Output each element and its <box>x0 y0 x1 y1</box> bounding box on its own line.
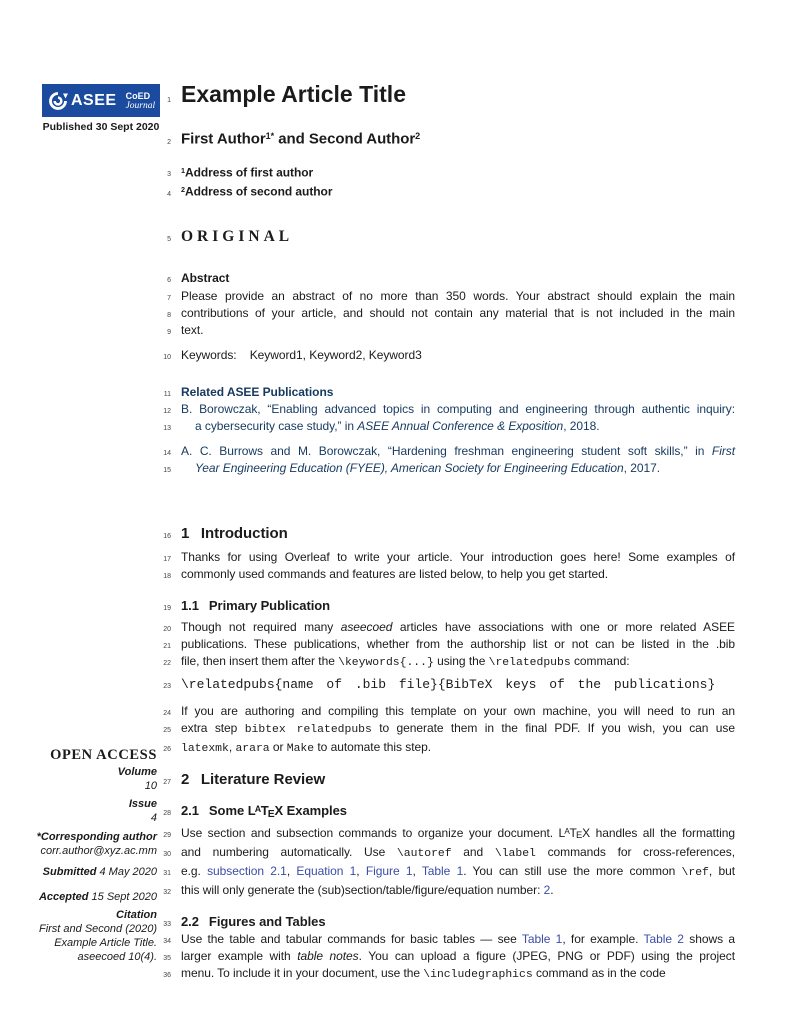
text-segment: 2 <box>181 185 185 195</box>
numbered-line <box>160 288 735 305</box>
text-segment: If you are authoring and compiling this template on your own machine, you will need to run an <box>181 703 735 718</box>
related-pub-citation <box>181 443 735 460</box>
body-text <box>181 931 735 948</box>
accepted-label: Accepted <box>38 891 89 903</box>
numbered-line <box>160 948 735 965</box>
line-number: 36 <box>163 972 171 980</box>
text-segment: 1 Introduction <box>181 524 288 542</box>
text-segment: Please provide an abstract of no more than 350 words. Your abstract should explain the main <box>181 288 735 303</box>
numbered-line <box>160 549 735 566</box>
text-segment: Address of first author <box>184 165 314 180</box>
numbered-line <box>160 270 735 287</box>
numbered-line <box>160 676 735 693</box>
text-segment: First <box>711 443 735 458</box>
text-segment: a cybersecurity case study,” in <box>195 418 358 433</box>
line-number: 1 <box>167 97 171 104</box>
body-text <box>181 549 735 566</box>
cross-reference-link[interactable]: subsection 2.1 <box>207 864 287 879</box>
text-segment: table notes <box>297 949 359 964</box>
text-segment: 2 <box>415 131 421 141</box>
cross-reference-link[interactable]: Equation 1 <box>296 864 357 879</box>
text-segment: menu. To include it in your document, use the <box>181 966 424 981</box>
line-number: 27 <box>163 778 171 786</box>
author-affiliation <box>181 162 735 182</box>
line-number: 29 <box>163 831 171 839</box>
text-segment: . You can still use the more common <box>463 864 682 879</box>
body-text <box>181 720 735 739</box>
body-text <box>181 566 735 583</box>
numbered-line <box>160 597 735 614</box>
numbered-line <box>160 126 735 150</box>
text-segment: , for example. <box>562 932 644 947</box>
section-heading <box>181 770 735 789</box>
citation-line: aseecoed 10(4). <box>77 951 157 963</box>
line-number: 22 <box>163 659 171 667</box>
text-segment: Abstract <box>181 270 230 285</box>
numbered-line <box>160 863 735 882</box>
cross-reference-link[interactable]: Table 2 <box>643 932 684 947</box>
published-date: Published 30 Sept 2020 <box>42 121 160 133</box>
numbered-line <box>160 720 735 739</box>
text-segment: Though not required many <box>181 619 341 634</box>
text-segment: articles have associations with one or more related ASEE <box>392 619 735 634</box>
cross-reference-link[interactable]: Table 1 <box>421 864 464 879</box>
text-segment: commonly used commands and features are listed below, to help you get started. <box>181 566 609 581</box>
numbered-line <box>160 739 735 758</box>
subsection-heading <box>181 913 735 930</box>
article-metadata-sidebar <box>30 746 157 964</box>
text-segment: \includegraphics <box>423 969 533 982</box>
authors-line <box>181 126 735 150</box>
volume-label: Volume <box>117 766 157 778</box>
line-number: 21 <box>163 642 171 650</box>
line-number: 17 <box>163 555 171 563</box>
text-segment: publications. These publications, whether from the authorship list or not can be listed in the .bib <box>181 636 735 651</box>
body-text <box>181 844 735 863</box>
body-text <box>181 636 735 653</box>
line-number: 7 <box>167 294 171 302</box>
related-pub-citation <box>181 418 735 435</box>
subsection-heading <box>181 801 735 823</box>
keywords-line <box>181 347 735 364</box>
numbered-line <box>160 181 735 201</box>
line-number: 28 <box>163 809 171 817</box>
line-number: 30 <box>163 851 171 859</box>
text-segment: aseecoed <box>340 619 393 634</box>
text-segment: to generate them in the final PDF. If you wish, you can use <box>371 720 735 735</box>
text-segment: arara <box>235 742 270 755</box>
related-pub-citation <box>181 460 735 477</box>
numbered-line <box>160 770 735 789</box>
code-line <box>181 676 735 693</box>
text-segment: , 2017. <box>623 460 660 475</box>
text-segment: 1* <box>265 131 275 141</box>
volume-value: 10 <box>144 780 157 792</box>
related-pub-citation <box>181 401 735 418</box>
text-segment: , but <box>708 864 735 879</box>
text-segment: bibtex relatedpubs <box>244 723 372 736</box>
section-heading <box>181 524 735 543</box>
numbered-line <box>160 227 735 247</box>
body-text <box>181 739 735 758</box>
text-segment: Address of second author <box>184 184 333 199</box>
numbered-line <box>160 524 735 543</box>
line-number: 5 <box>167 235 171 243</box>
text-segment: Thanks for using Overleaf to write your article. Your introduction goes here! Some examples of <box>181 549 735 564</box>
text-segment: contributions of your article, and should not contain any material that is not included in the main <box>181 305 735 320</box>
corresponding-author-label: *Corresponding author <box>36 831 157 843</box>
text-segment: 1.1 Primary Publication <box>181 597 331 613</box>
line-number: 32 <box>163 889 171 897</box>
text-segment: using the <box>433 653 489 668</box>
text-segment: \autoref <box>396 848 452 861</box>
abstract-heading <box>181 270 735 287</box>
text-segment: Year Engineering Education (FYEE), American Society for Engineering Education <box>195 460 624 475</box>
abstract <box>160 247 735 339</box>
cross-reference-link[interactable]: 2 <box>543 883 551 898</box>
text-segment: or <box>269 739 287 754</box>
primary-publication <box>160 583 735 758</box>
author-affiliation <box>181 181 735 201</box>
open-access-label: OPEN ACCESS <box>50 747 157 763</box>
text-segment: , <box>286 864 297 879</box>
text-segment: ORIGINAL <box>181 227 294 245</box>
text-segment: text. <box>181 322 204 337</box>
line-number: 14 <box>163 449 171 457</box>
numbered-line <box>160 347 735 364</box>
numbered-line <box>160 322 735 339</box>
citation-label: Citation <box>116 909 157 921</box>
text-segment: \label <box>494 848 536 861</box>
text-segment: , <box>228 739 236 754</box>
text-segment: Keywords: Keyword1, Keyword2, Keyword3 <box>181 347 422 362</box>
text-segment: A. C. Burrows and M. Borowczak, “Hardening freshman engineering student soft skills,” in <box>181 443 712 458</box>
line-number: 11 <box>163 390 171 398</box>
text-segment: ASEE Annual Conference & Exposition <box>357 418 564 433</box>
accepted-date: 15 Sept 2020 <box>88 891 157 903</box>
line-number: 24 <box>163 709 171 717</box>
line-number: 15 <box>163 466 171 474</box>
text-segment: Related ASEE Publications <box>181 384 334 399</box>
issue-value: 4 <box>150 812 157 824</box>
citation-line: Example Article Title. <box>54 937 157 949</box>
line-number: 12 <box>163 407 171 415</box>
text-segment: extra step <box>181 720 245 735</box>
logo-journal-text: Journal <box>125 100 156 111</box>
text-segment: , 2018. <box>563 418 600 433</box>
line-number: 23 <box>163 682 171 690</box>
text-segment: Use the table and tabular commands for basic tables — see <box>181 932 522 947</box>
line-number: 9 <box>167 328 171 336</box>
numbered-line <box>160 619 735 636</box>
line-number: 26 <box>163 745 171 753</box>
line-number: 19 <box>163 604 171 612</box>
text-segment: this will only generate the (sub)section/table/figure/equation number: <box>181 883 544 898</box>
text-segment: First Author <box>181 130 266 148</box>
text-segment: \relatedpubs{name of .bib file}{BibTeX keys of the publications} <box>181 676 716 692</box>
line-number: 33 <box>163 921 171 929</box>
text-segment: E <box>267 808 275 820</box>
line-number: 2 <box>167 138 171 146</box>
body-text <box>181 619 735 636</box>
body-text <box>181 823 735 845</box>
line-number: 10 <box>163 353 171 361</box>
logo-coed-text: CoED <box>125 90 151 101</box>
cross-reference-link[interactable]: Figure 1 <box>365 864 413 879</box>
text-segment: A <box>564 826 570 836</box>
numbered-line <box>160 965 735 984</box>
text-segment: to automate this step. <box>314 739 432 754</box>
numbered-line <box>160 636 735 653</box>
text-segment: command: <box>570 653 630 668</box>
text-segment: and <box>451 845 495 860</box>
body-text <box>181 948 735 965</box>
article-header <box>160 80 735 201</box>
asee-swirl-icon <box>48 91 68 111</box>
text-segment: and numbering automatically. Use <box>181 845 397 860</box>
numbered-line <box>160 384 735 401</box>
numbered-line <box>160 418 735 435</box>
corresponding-author-email: corr.author@xyz.ac.mm <box>40 845 157 857</box>
text-segment: shows a <box>683 932 735 947</box>
text-segment: e.g. <box>181 864 208 879</box>
logo-coed-journal <box>126 91 156 111</box>
abstract-text <box>181 305 735 322</box>
body-text <box>181 703 735 720</box>
submitted-date: 4 May 2020 <box>96 866 157 878</box>
accepted-row <box>30 890 157 904</box>
line-number: 6 <box>167 276 171 284</box>
text-segment: , <box>412 864 422 879</box>
text-segment: \ref <box>681 867 709 880</box>
numbered-line <box>160 80 735 108</box>
numbered-line <box>160 305 735 322</box>
numbered-line <box>160 401 735 418</box>
article-title <box>181 80 735 108</box>
body-text <box>181 653 735 672</box>
introduction <box>160 477 735 583</box>
text-segment: command as in the code <box>532 966 666 981</box>
numbered-line <box>160 844 735 863</box>
numbered-line <box>160 913 735 930</box>
line-number: 13 <box>163 424 171 432</box>
line-number: 8 <box>167 311 171 319</box>
keywords <box>160 339 735 364</box>
text-segment: latexmk <box>181 742 229 755</box>
text-segment: T <box>569 825 577 840</box>
text-segment: . <box>550 883 554 898</box>
text-segment: X Examples <box>274 802 347 818</box>
text-segment: \keywords{...} <box>338 656 434 669</box>
text-segment: 2.2 Figures and Tables <box>181 914 326 930</box>
numbered-line <box>160 882 735 899</box>
line-number: 31 <box>163 870 171 878</box>
text-segment: A <box>254 803 262 814</box>
numbered-line <box>160 801 735 823</box>
text-segment: Make <box>286 742 315 755</box>
numbered-line <box>160 931 735 948</box>
related-pubs-heading <box>181 384 735 401</box>
line-number: 20 <box>163 625 171 633</box>
logo-asee-text: ASEE <box>71 91 117 109</box>
numbered-line <box>160 460 735 477</box>
text-segment: . You can upload a figure (JPEG, PNG or PDF) using the project <box>358 949 735 964</box>
text-segment: T <box>260 802 269 818</box>
text-segment: commands for cross-references, <box>535 845 735 860</box>
text-segment: larger example with <box>181 949 298 964</box>
text-segment: X handles all the formatting <box>582 825 735 840</box>
line-number: 25 <box>163 726 171 734</box>
text-segment: 2 Literature Review <box>181 770 326 788</box>
abstract-text <box>181 322 735 339</box>
cross-reference-link[interactable]: Table 1 <box>521 932 563 947</box>
text-segment: E <box>575 830 583 842</box>
subsection-heading <box>181 597 735 614</box>
numbered-line <box>160 653 735 672</box>
text-segment: 2.1 Some L <box>181 802 256 818</box>
text-segment: Example Article Title <box>181 81 406 107</box>
text-segment: \relatedpubs <box>488 656 571 669</box>
line-number: 34 <box>163 938 171 946</box>
asee-coed-journal-logo <box>42 84 160 117</box>
related-publications <box>160 364 735 477</box>
body-text <box>181 882 735 899</box>
text-segment: Use section and subsection commands to organize your document. L <box>181 825 566 840</box>
numbered-line <box>160 566 735 583</box>
citation-line: First and Second (2020) <box>38 923 157 935</box>
numbered-line <box>160 443 735 460</box>
numbered-line <box>160 162 735 182</box>
line-number: 35 <box>163 955 171 963</box>
article-type-label <box>181 227 735 247</box>
submitted-row <box>30 865 157 879</box>
line-number: 4 <box>167 190 171 198</box>
line-number: 3 <box>167 171 171 179</box>
submitted-label: Submitted <box>42 866 97 878</box>
text-segment: and Second Author <box>274 130 416 148</box>
text-segment: file, then insert them after the <box>181 653 339 668</box>
text-segment: , <box>356 864 366 879</box>
body-text <box>181 863 735 882</box>
body-text <box>181 965 735 984</box>
abstract-text <box>181 288 735 305</box>
literature-review <box>160 758 735 985</box>
numbered-line <box>160 823 735 845</box>
article-type <box>160 201 735 247</box>
numbered-line <box>160 703 735 720</box>
main-text-column <box>160 78 735 984</box>
line-number: 16 <box>163 532 171 540</box>
line-number: 18 <box>163 572 171 580</box>
text-segment: 1 <box>181 165 185 175</box>
text-segment: B. Borowczak, “Enabling advanced topics in computing and engineering through authentic inquiry: <box>181 401 735 416</box>
issue-label: Issue <box>128 798 157 810</box>
